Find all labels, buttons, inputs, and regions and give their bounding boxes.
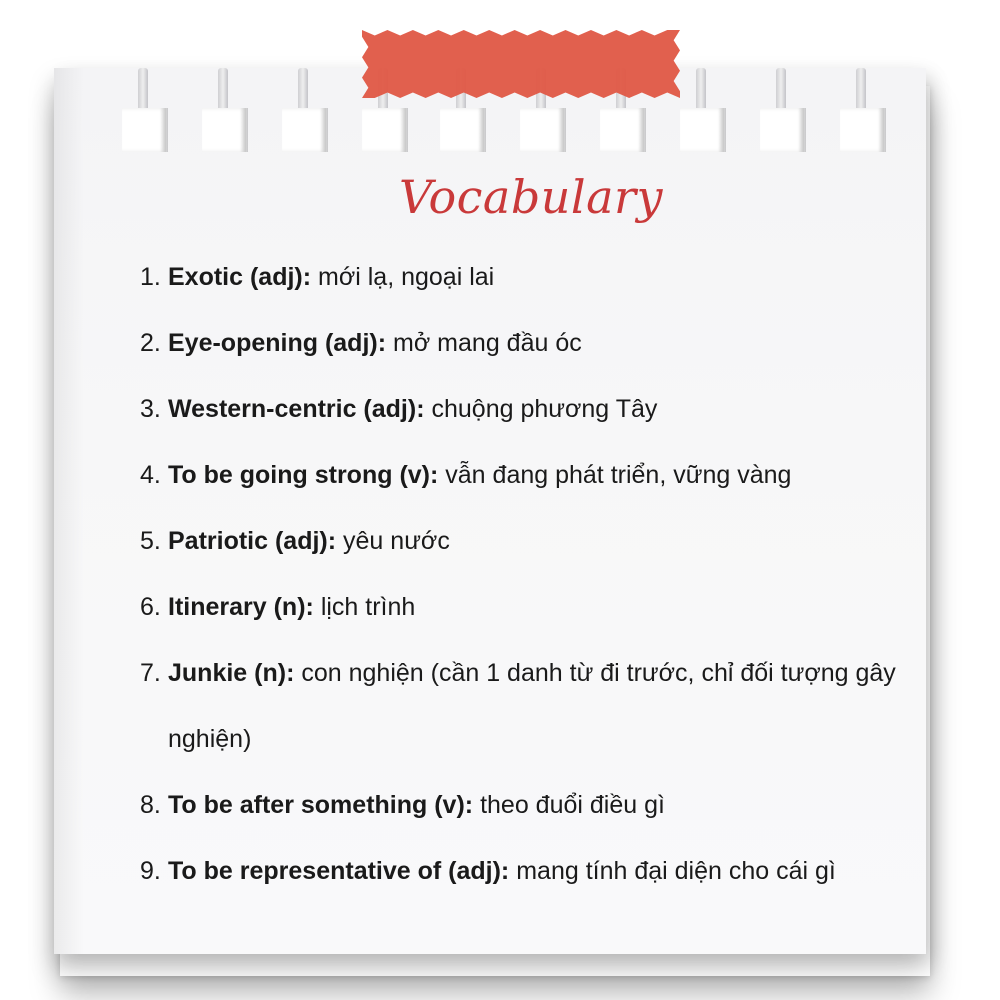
item-number: 8. — [140, 791, 161, 819]
vocab-meaning: mới lạ, ngoại lai — [318, 263, 495, 291]
vocab-meaning: mang tính đại diện cho cái gì — [516, 857, 836, 885]
vocabulary-list — [140, 244, 900, 904]
list-item — [140, 838, 900, 904]
list-item — [140, 442, 900, 508]
vocab-meaning: lịch trình — [320, 593, 416, 621]
vocab-meaning: chuộng phương Tây — [431, 395, 658, 423]
list-item — [140, 772, 900, 838]
binding-ring — [680, 68, 724, 152]
binding-ring — [282, 68, 326, 152]
list-item — [140, 310, 900, 376]
vocab-term: To be after something (v): — [168, 791, 474, 819]
item-number: 1. — [140, 263, 161, 291]
vocab-term: To be going strong (v): — [168, 461, 439, 489]
vocab-term: Western-centric (adj): — [168, 395, 425, 423]
item-number: 7. — [140, 659, 161, 687]
binding-ring — [202, 68, 246, 152]
list-item — [140, 574, 900, 640]
list-item — [140, 508, 900, 574]
item-number: 9. — [140, 857, 161, 885]
vocab-term: Itinerary (n): — [168, 593, 314, 621]
vocab-term: Exotic (adj): — [168, 263, 312, 291]
vocab-meaning: mở mang đầu óc — [393, 329, 582, 357]
vocab-term: Patriotic (adj): — [168, 527, 337, 555]
vocab-meaning: yêu nước — [343, 527, 450, 555]
list-item — [140, 640, 900, 772]
vocab-term: To be representative of (adj): — [168, 857, 510, 885]
page-title: Vocabulary — [398, 170, 664, 224]
list-item — [140, 244, 900, 310]
vocab-term: Junkie (n): — [168, 659, 295, 687]
binding-ring — [122, 68, 166, 152]
item-number: 6. — [140, 593, 161, 621]
list-item — [140, 376, 900, 442]
binding-ring — [760, 68, 804, 152]
item-number: 2. — [140, 329, 161, 357]
vocab-term: Eye-opening (adj): — [168, 329, 387, 357]
item-number: 3. — [140, 395, 161, 423]
vocab-meaning: vẫn đang phát triển, vững vàng — [445, 461, 792, 489]
vocab-meaning: theo đuổi điều gì — [480, 791, 665, 819]
vocab-meaning: con nghiện (cần 1 danh từ đi trước, chỉ đối tượng gây nghiện) — [168, 659, 896, 753]
item-number: 4. — [140, 461, 161, 489]
item-number: 5. — [140, 527, 161, 555]
binding-ring — [840, 68, 884, 152]
washi-tape — [362, 30, 680, 98]
